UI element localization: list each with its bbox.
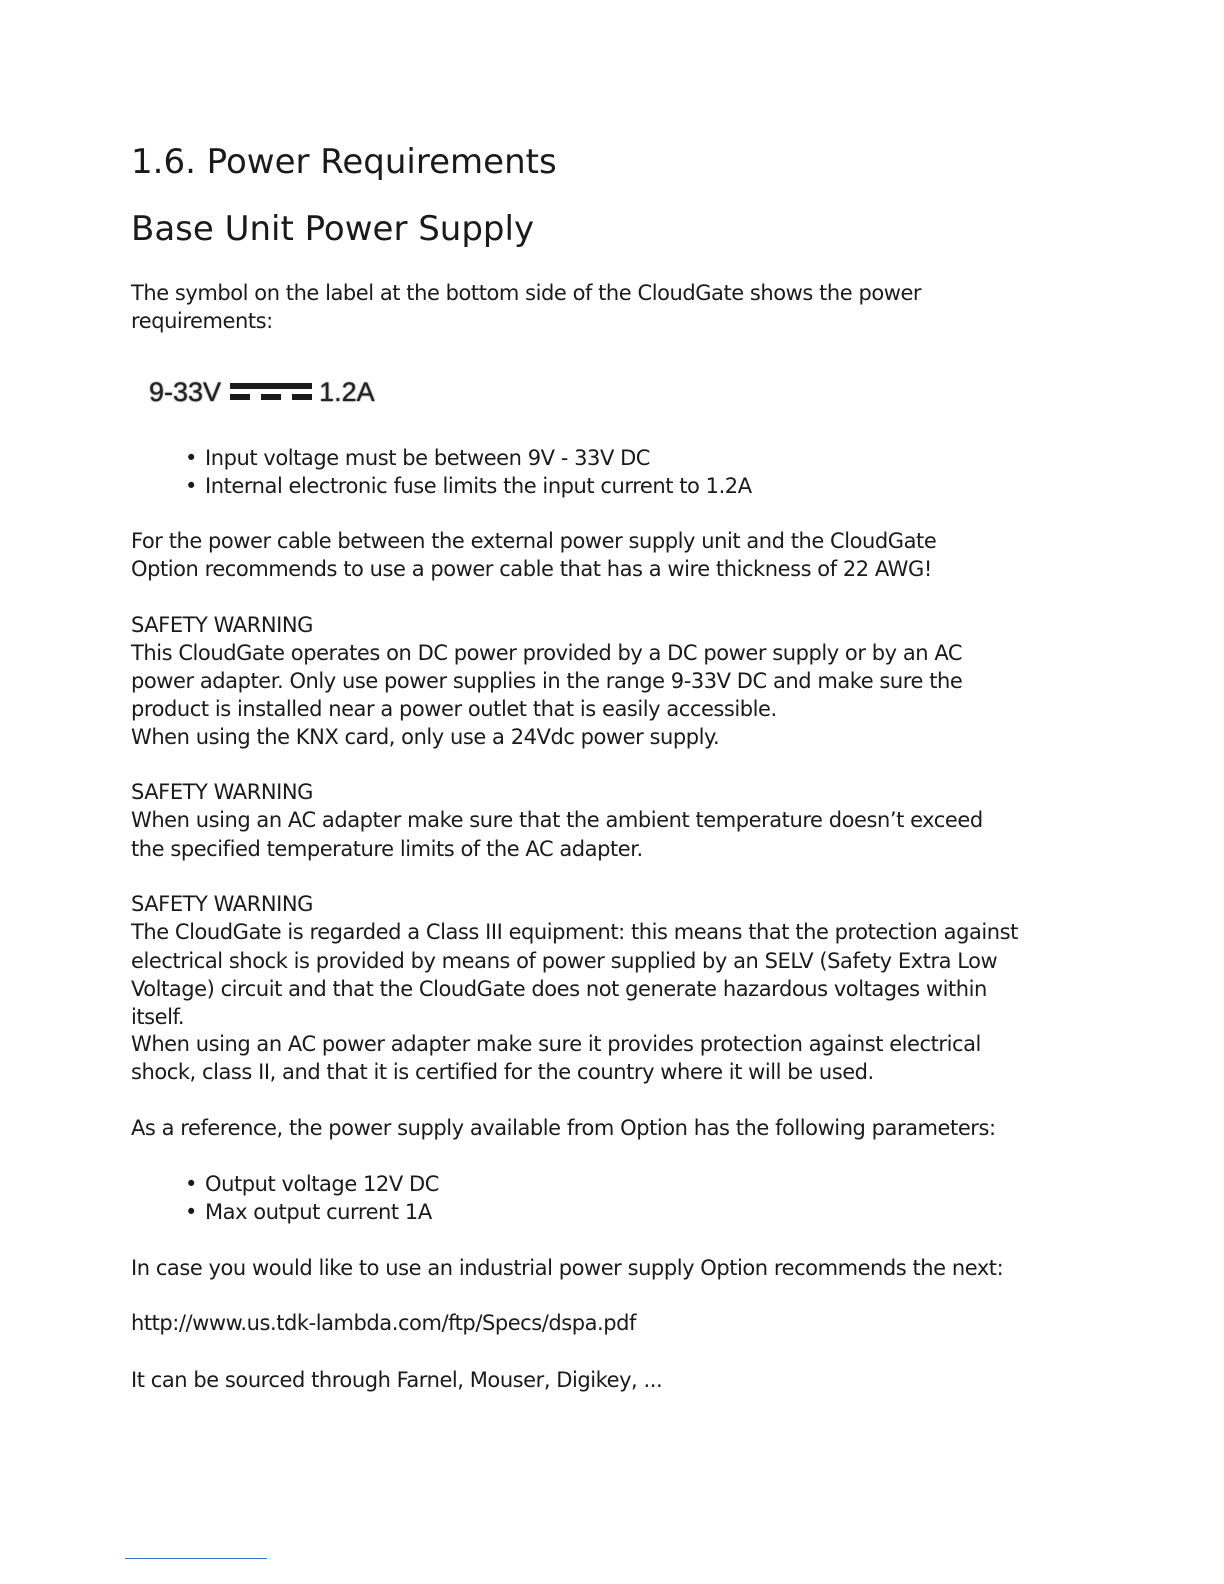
- intro-line-2: requirements:: [131, 309, 273, 333]
- warning-3-line-5: When using an AC power adapter make sure it provides protection against electrical: [131, 1032, 981, 1056]
- list-item: • Max output current 1A: [185, 1198, 439, 1226]
- warning-3-line-6: shock, class II, and that it is certified for the country where it will be used.: [131, 1060, 874, 1084]
- industrial-note: In case you would like to use an industrial power supply Option recommends the next:: [131, 1256, 1004, 1280]
- warning-3-line-3: Voltage) circuit and that the CloudGate does not generate hazardous voltages within: [131, 977, 987, 1001]
- subsection-heading: Base Unit Power Supply: [131, 209, 535, 249]
- warning-1-line-1: This CloudGate operates on DC power provided by a DC power supply or by an AC: [131, 641, 963, 665]
- warning-3-title: SAFETY WARNING: [131, 892, 313, 916]
- section-heading: 1.6. Power Requirements: [131, 142, 557, 182]
- warning-2-line-2: the specified temperature limits of the AC adapter.: [131, 837, 643, 861]
- warning-1-line-3: product is installed near a power outlet that is easily accessible.: [131, 697, 777, 721]
- power-label-symbol: [149, 372, 375, 412]
- warning-1-line-4: When using the KNX card, only use a 24Vdc power supply.: [131, 725, 720, 749]
- warning-3-line-4: itself.: [131, 1005, 185, 1029]
- cable-note-line-1: For the power cable between the external power supply unit and the CloudGate: [131, 529, 937, 553]
- warning-1-title: SAFETY WARNING: [131, 613, 313, 637]
- spec-url: http://www.us.tdk-lambda.com/ftp/Specs/dspa.pdf: [131, 1311, 636, 1335]
- reference-intro: As a reference, the power supply available from Option has the following parameters:: [131, 1116, 996, 1140]
- footnote-separator: [125, 1558, 267, 1559]
- cable-note-line-2: Option recommends to use a power cable that has a wire thickness of 22 AWG!: [131, 557, 932, 581]
- list-item: • Internal electronic fuse limits the input current to 1.2A: [185, 472, 752, 500]
- label-current: 1.2A: [319, 376, 375, 407]
- warning-2-line-1: When using an AC adapter make sure that the ambient temperature doesn’t exceed: [131, 808, 983, 832]
- list-item: • Output voltage 12V DC: [185, 1170, 439, 1198]
- warning-3-line-2: electrical shock is provided by means of power supplied by an SELV (Safety Extra Low: [131, 949, 998, 973]
- sourcing-note: It can be sourced through Farnel, Mouser, Digikey, ...: [131, 1368, 663, 1392]
- list-item: • Input voltage must be between 9V - 33V DC: [185, 444, 752, 472]
- warning-1-line-2: power adapter. Only use power supplies in the range 9-33V DC and make sure the: [131, 669, 963, 693]
- reference-list: [185, 1170, 439, 1226]
- label-voltage: 9-33V: [149, 376, 222, 407]
- warning-2-title: SAFETY WARNING: [131, 780, 313, 804]
- warning-3-line-1: The CloudGate is regarded a Class III equipment: this means that the protection against: [131, 920, 1018, 944]
- intro-line-1: The symbol on the label at the bottom side of the CloudGate shows the power: [131, 281, 922, 305]
- dc-symbol-icon: [229, 379, 313, 405]
- requirements-list: [185, 444, 752, 500]
